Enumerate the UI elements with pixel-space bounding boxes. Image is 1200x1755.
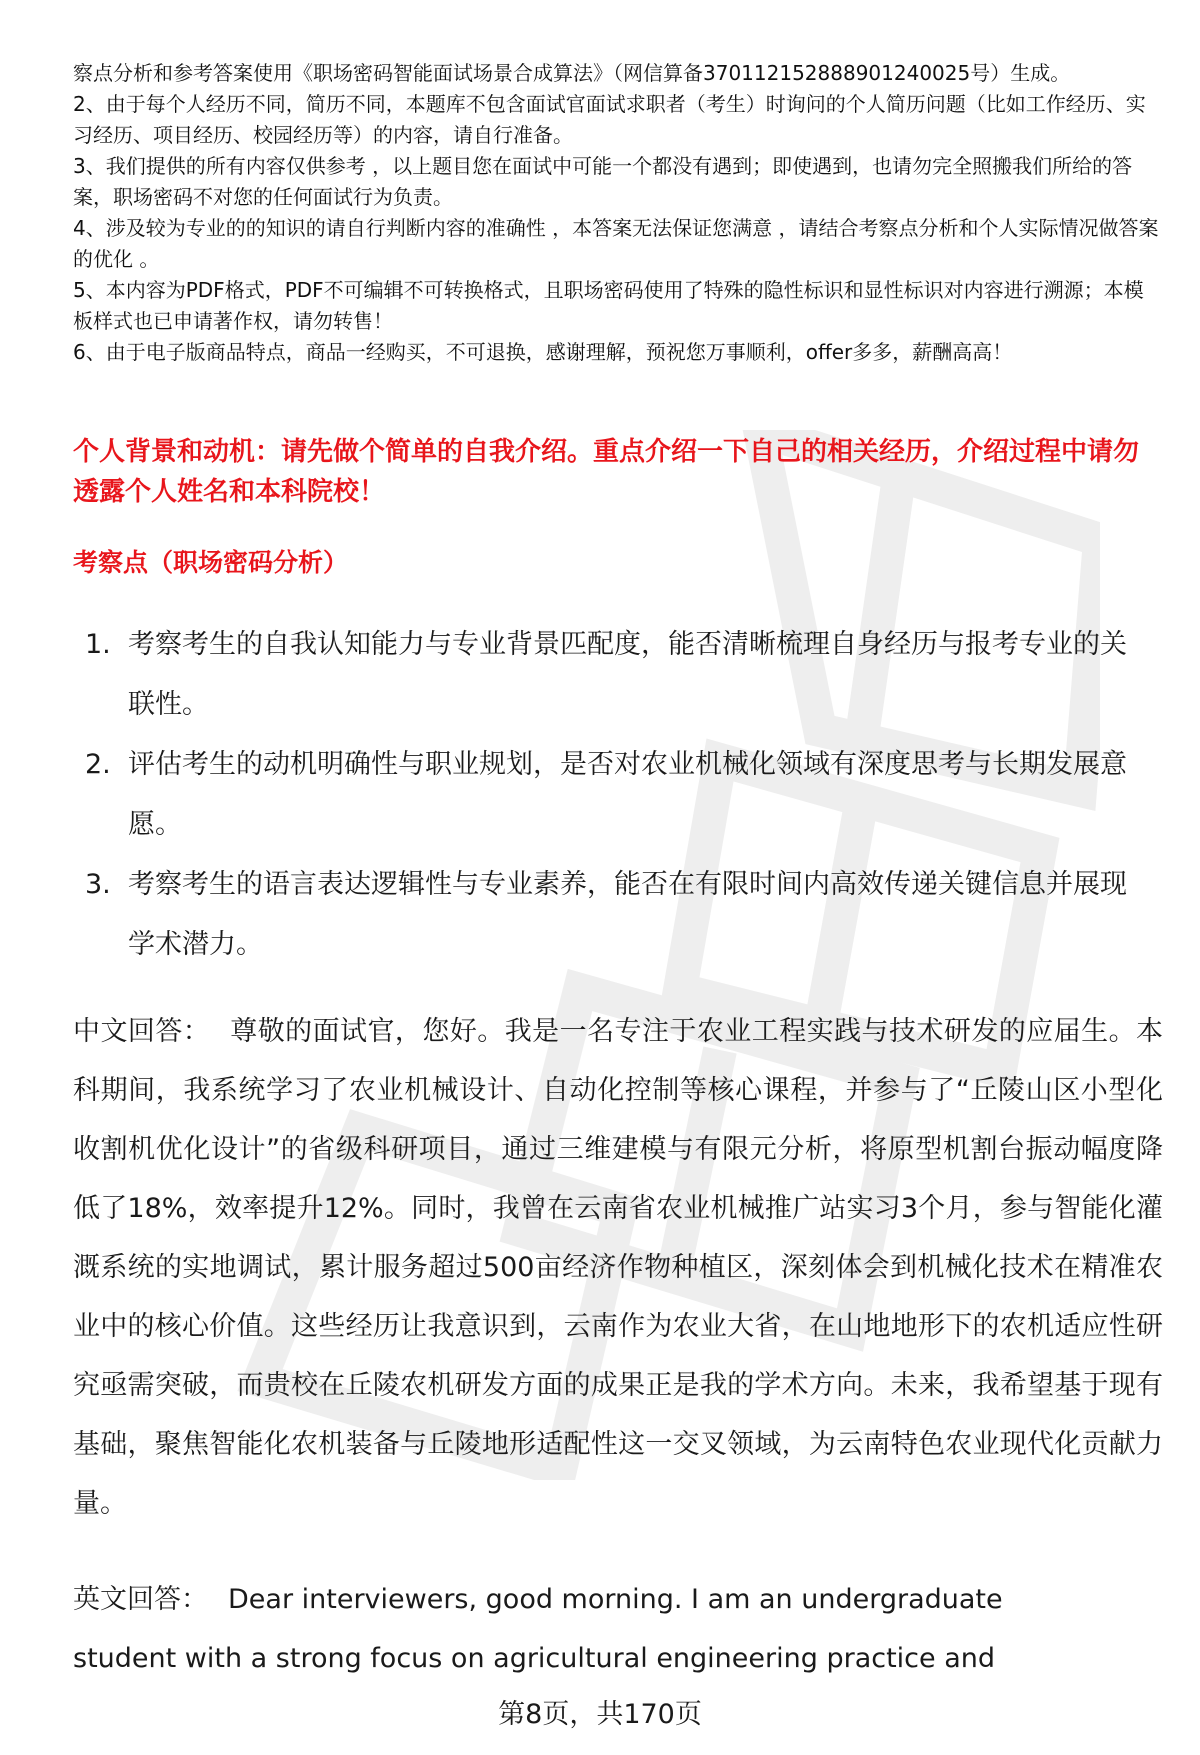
english-answer [73,1570,1073,1688]
list-item [73,855,1143,975]
list-item-number: 3. [85,869,111,900]
list-item-number: 1. [85,629,111,660]
analysis-points [73,615,1143,975]
list-item [73,735,1143,855]
watermark-text: 职场密码出品 [200,430,206,431]
note-line: 3、我们提供的所有内容仅供参考 ，以上题目您在面试中可能一个都没有遇到；即使遇到，也请勿完全照搬我们所给的答案，职场密码不对您的任何面试行为负责。 [73,154,1133,209]
list-item-text: 考察考生的语言表达逻辑性与专业素养，能否在有限时间内高效传递关键信息并展现学术潜力。 [128,869,1127,960]
english-answer-text: Dear interviewers, good morning. I am an undergraduate student with a strong focus on agricultural engineering practice and [73,1584,1003,1674]
english-answer-label: 英文回答： [73,1584,208,1615]
list-item [73,615,1143,735]
note-line: 6、由于电子版商品特点，商品一经购买，不可退换，感谢理解，预祝您万事顺利，offer多多，薪酬高高！ [73,340,1013,364]
chinese-answer-label: 中文回答： [73,1016,211,1047]
notes-block [73,58,1163,368]
analysis-heading: 考察点（职场密码分析） [73,548,349,577]
note-line: 察点分析和参考答案使用《职场密码智能面试场景合成算法》（网信算备370112152888901240025号）生成。 [73,61,1071,85]
note-line: 5、本内容为PDF格式，PDF不可编辑不可转换格式，且职场密码使用了特殊的隐性标识和显性标识对内容进行溯源；本模板样式也已申请著作权，请勿转售！ [73,278,1144,333]
chinese-answer-text: 尊敬的面试官，您好。我是一名专注于农业工程实践与技术研发的应届生。本科期间，我系统学习了农业机械设计、自动化控制等核心课程，并参与了“丘陵山区小型化收割机优化设计”的省级科研项目，通过三维建模与有限元分析，将原型机割台振动幅度降低了18%，效率提升12%。同时，我曾在云南省农业机械推广站实习3个月，参与智能化灌溉系统的实地调试，累计服务超过500亩经济作物种植区，深刻体会到机械化技术在精准农业中的核心价值。这些经历让我意识到，云南作为农业大省，在山地地形下的农机适应性研究亟需突破，而贵校在丘陵农机研发方面的成果正是我的学术方向。未来，我希望基于现有基础，聚焦智能化农机装备与丘陵地形适配性这一交叉领域，为云南特色农业现代化贡献力量。 [73,1016,1164,1519]
list-item-number: 2. [85,749,111,780]
chinese-answer [73,1002,1163,1533]
list-item-text: 评估考生的动机明确性与职业规划，是否对农业机械化领域有深度思考与长期发展意愿。 [128,749,1127,840]
note-line: 2、由于每个人经历不同，简历不同，本题库不包含面试官面试求职者（考生）时询问的个人简历问题（比如工作经历、实习经历、项目经历、校园经历等）的内容，请自行准备。 [73,92,1146,147]
note-line: 4、涉及较为专业的的知识的请自行判断内容的准确性 ，本答案无法保证您满意 ，请结合考察点分析和个人实际情况做答案的优化 。 [73,216,1159,271]
page-footer: 第8页，共170页 [498,1699,702,1730]
question-heading: 个人背景和动机：请先做个简单的自我介绍。重点介绍一下自己的相关经历，介绍过程中请勿透露个人姓名和本科院校！ [73,437,1140,507]
list-item-text: 考察考生的自我认知能力与专业背景匹配度，能否清晰梳理自身经历与报考专业的关联性。 [128,629,1127,720]
